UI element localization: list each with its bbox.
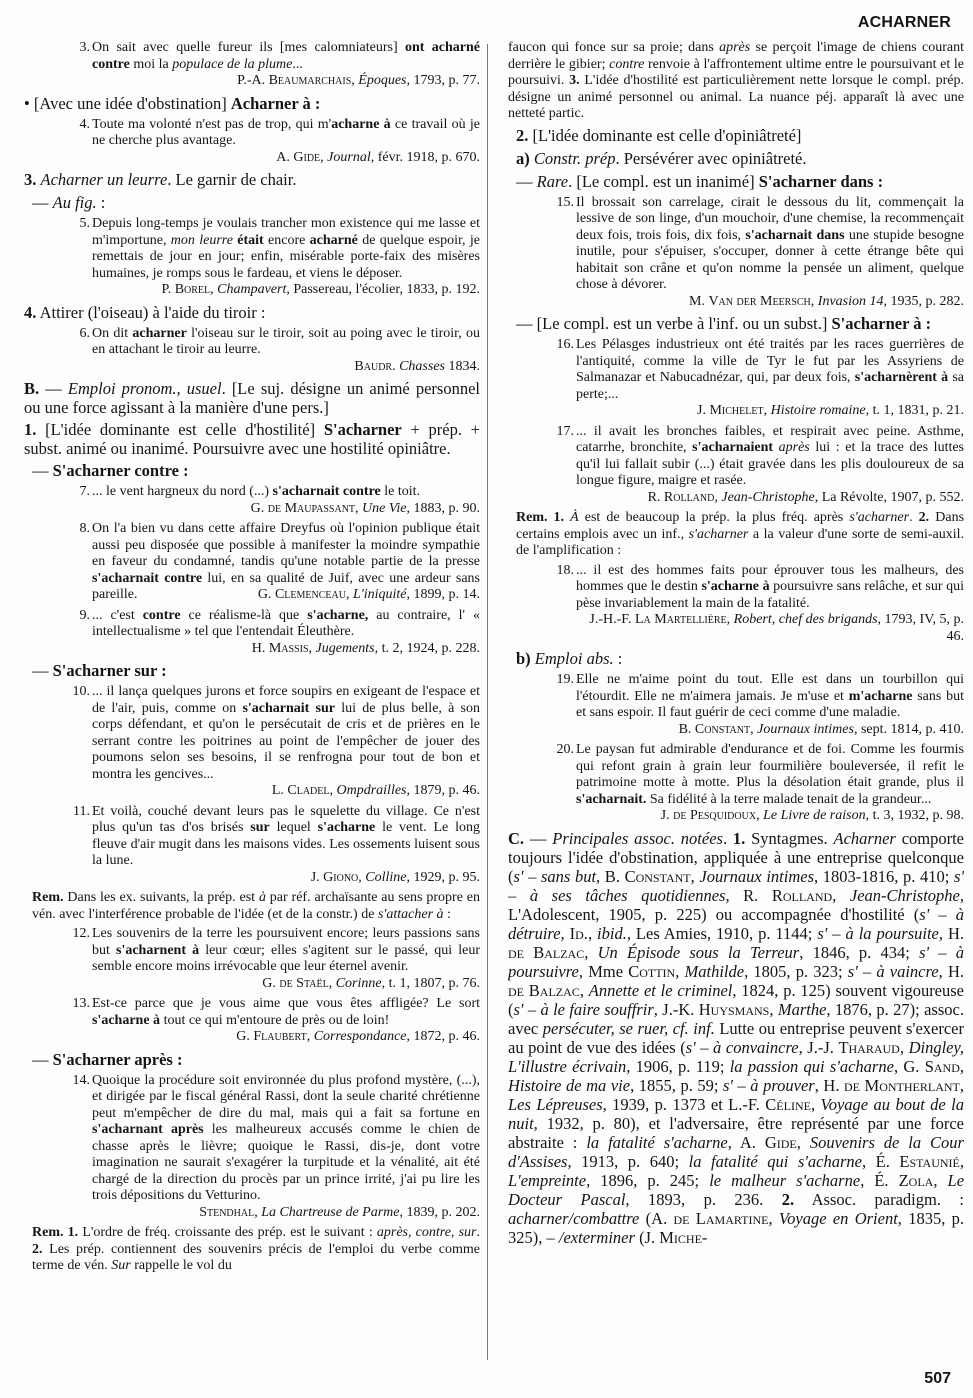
- example-text: On l'a bien vu dans cette affaire Dreyfus où l'opinion publique était aussi peu disposée que possible à manifester la moindre sympathie en faveur du condamné, tandis qu'une notable partie de la presse s'acharnait contre lui, en sa qualité de Juif, avec une ardeur sans pareille.: [92, 521, 480, 602]
- example-citation: [508, 742, 964, 825]
- example-number: 20.: [556, 742, 574, 757]
- example-source: A. Gide, Journal, févr. 1918, p. 670.: [276, 149, 480, 165]
- section-heading: — S'acharner contre :: [32, 461, 189, 480]
- example-text: On sait avec quelle fureur ils [mes calomniateurs] ont acharné contre moi la populace de la plume...: [92, 40, 480, 72]
- remark: Rem. Dans les ex. suivants, la prép. est à par réf. archaïsante au sens propre en vén. avec l'interférence probable de l'idée (et de la constr.) de s'attacher à :: [32, 890, 480, 922]
- example-number: 5.: [79, 216, 90, 231]
- example-source: J. Giono, Colline, 1929, p. 95.: [310, 869, 480, 885]
- section-heading: • [Avec une idée d'obstination] Acharner à :: [24, 93, 321, 113]
- example-number: 8.: [79, 521, 90, 536]
- example-text: ... il avait les bronches faibles, et respirait avec peine. Asthme, catarrhe, bronchite, s'acharnaient après lui : et la trace des luttes qu'il lui fallait subir (...) était gravée dans les plis douloureux de sa longue figure, maigre et rasée.: [576, 423, 964, 488]
- example-text: Et voilà, couché devant leurs pas le squelette du village. Ce n'est plus qu'un tas d'os brisés sur lequel s'acharne le vent. Le long fleuve d'air mugit dans les maisons vides. Les ossements luisent sous la lune.: [92, 803, 480, 868]
- definition-paragraph: 1. [L'idée dominante est celle d'hostilité] S'acharner + prép. + subst. animé ou inanimé. Poursuivre avec une hostilité opiniâtre.: [24, 420, 480, 458]
- example-source: L. Cladel, Ompdrailles, 1879, p. 46.: [271, 783, 480, 798]
- example-text: Toute ma volonté n'est pas de trop, qui m'acharne à ce travail où je ne cherche plus avantage.: [92, 116, 480, 148]
- example-text: Elle ne m'aime point du tout. Elle est dans un tourbillon qui l'étourdit. Elle ne m'aimera jamais. Je m'use et m'acharne sans but et sans espoir. Il faut guérir de ceci comme d'une maladie.: [576, 672, 964, 720]
- example-source: H. Massis, Jugements, t. 2, 1924, p. 228.: [251, 640, 480, 656]
- example-citation: [24, 326, 480, 376]
- example-number: 3.: [79, 40, 90, 55]
- example-number: 19.: [556, 672, 574, 687]
- page-number: 507: [924, 1370, 951, 1387]
- example-source: Baudr. Chasses 1834.: [354, 358, 480, 374]
- definition-paragraph: C. — Principales assoc. notées. 1. Syntagmes. Acharner comporte toujours l'idée d'obstination, appliquée à une entreprise quelconque (s' – sans but, B. Constant, Journaux intimes, 1803-1816, p. 410; s' – à ses tâches quotidiennes, R. Rolland, Jean-Christophe, L'Adolescent, 1905, p. 225) ou accompagnée d'hostilité (s' – à détruire, Id., ibid., Les Amies, 1910, p. 1144; s' – à la poursuite, H. de Balzac, Un Épisode sous la Terreur, 1846, p. 434; s' – à poursuivre, Mme Cottin, Mathilde, 1805, p. 323; s' – à vaincre, H. de Balzac, Annette et le criminel, 1824, p. 125) souvent vigoureuse (s' – à le faire souffrir, J.-K. Huysmans, Marthe, 1876, p. 27); assoc. avec persécuter, se ruer, cf. inf. Lutte ou entreprise peuvent s'exercer au point de vue des idées (s' – à convaincre, J.-J. Tharaud, Dingley, L'illustre écrivain, 1906, p. 119; la passion qui s'acharne, G. Sand, Histoire de ma vie, 1855, p. 59; s' – à prouver, H. de Montherlant, Les Lépreuses, 1939, p. 1373 et L.-F. Céline, Voyage au bout de la nuit, 1932, p. 80), et l'adversaire, être représenté par une force abstraite : la fatalité s'acharne, A. Gide, Souvenirs de la Cour d'Assises, 1913, p. 640; la fatalité qui s'acharne, É. Estaunié, L'empreinte, 1896, p. 245; le malheur s'acharne, É. Zola, Le Docteur Pascal, 1893, p. 236. 2. Assoc. paradigm. : acharner/combattre (A. de Lamartine, Voyage en Orient, 1835, p. 325), – /exterminer (J. Miche-: [508, 828, 964, 1247]
- example-number: 9.: [79, 607, 90, 623]
- section-heading: 2. [L'idée dominante est celle d'opiniâtreté]: [516, 125, 802, 145]
- example-citation: [24, 216, 480, 299]
- example-citation: [24, 1073, 480, 1222]
- example-source: R. Rolland, Jean-Christophe, La Révolte, 1907, p. 552.: [647, 489, 964, 505]
- section-heading: a) Constr. prép. Persévérer avec opiniâtreté.: [516, 148, 807, 168]
- example-source: J. Michelet, Histoire romaine, t. 1, 1831, p. 21.: [697, 403, 964, 418]
- example-citation: [24, 117, 480, 167]
- remark: Rem. 1. L'ordre de fréq. croissante des prép. est le suivant : après, contre, sur. 2. Les prép. contiennent des souvenirs précis de l'emploi du verbe comme terme de vén. Sur rappelle le vol du: [32, 1225, 480, 1273]
- example-text: ... c'est contre ce réalisme-là que s'acharne, au contraire, l' « intellectualisme » tel que l'entendait Éleuthère.: [92, 607, 480, 639]
- right-column: [508, 40, 964, 1360]
- example-citation: [24, 40, 480, 90]
- example-citation: [24, 996, 480, 1046]
- left-column: [24, 40, 480, 1360]
- example-source: P.-A. Beaumarchais, Époques, 1793, p. 77.: [237, 73, 480, 88]
- column-divider: [487, 44, 488, 1360]
- example-text: ... il est des hommes faits pour éprouver tous les malheurs, des hommes que le destin s'acharne à poursuivre sans relâche, et sur qui pèse invariablement la main de la fatalité.: [576, 562, 964, 611]
- example-number: 12.: [72, 926, 90, 941]
- section-heading: b) Emploi abs. :: [516, 649, 623, 668]
- example-number: 11.: [73, 803, 90, 819]
- example-number: 16.: [556, 337, 574, 352]
- example-number: 13.: [72, 996, 90, 1011]
- example-source: B. Constant, Journaux intimes, sept. 1814, p. 410.: [678, 721, 964, 737]
- example-source: M. Van der Meersch, Invasion 14, 1935, p. 282.: [688, 293, 964, 309]
- section-heading: 3. Acharner un leurre. Le garnir de chair.: [24, 170, 297, 189]
- example-text: Il brossait son carrelage, cirait le dessous du lit, commençait la lessive de son linge, d'un mouchoir, d'une chemise, la recommençait deux fois, trois fois, dix fois, s'acharnait dans une stupide besogne inutile, pour s'épuiser, s'occuper, donner à cette étrange bête qui habitait son crâne et qu'on nomme la pensée un aliment, quelque chose à dévorer.: [576, 194, 964, 292]
- example-text: ... le vent hargneux du nord (...) s'acharnait contre le toit.: [92, 484, 421, 499]
- section-heading: — S'acharner sur :: [32, 661, 167, 680]
- example-source: G. Flaubert, Correspondance, 1872, p. 46.: [236, 1029, 480, 1044]
- example-text: Est-ce parce que je vous aime que vous êtes affligée? Le sort s'acharne à tout ce qui m'entoure de près ou de loin!: [92, 996, 480, 1028]
- example-text: Depuis long-temps je voulais trancher mon existence qui me lasse et m'importune, mon leurre était encore acharné de quelque espoir, je remettais de jour en jour; enfin, misérable porte-faix des misères humaines, je romps sous le fardeau, et viens le déposer.: [92, 216, 480, 281]
- example-source: Stendhal, La Chartreuse de Parme, 1839, p. 202.: [199, 1204, 480, 1220]
- example-source: J. de Pesquidoux, Le Livre de raison, t. 3, 1932, p. 98.: [660, 808, 964, 823]
- example-text: Les souvenirs de la terre les poursuivent encore; leurs passions sans but s'acharnent à leur cœur; elles s'agitent sur le passé, qui leur semble encore moins irrévocable que leur éternel avenir.: [92, 926, 480, 974]
- example-source: G. de Staël, Corinne, t. 1, 1807, p. 76.: [262, 975, 480, 991]
- section-heading: — Au fig. :: [32, 193, 106, 212]
- example-source: G. de Maupassant, Une Vie, 1883, p. 90.: [250, 500, 480, 516]
- example-citation: [24, 684, 480, 800]
- example-number: 6.: [79, 325, 90, 341]
- section-heading: — S'acharner après :: [32, 1049, 183, 1069]
- example-number: 10.: [72, 684, 90, 699]
- example-number: 15.: [556, 194, 574, 210]
- remark: Rem. 1. À est de beaucoup la prép. la plus fréq. après s'acharner. 2. Dans certains emplois avec un inf., s'acharner a la valeur d'une sorte de semi-auxil. de l'amplification :: [516, 510, 964, 558]
- example-citation: [24, 521, 480, 604]
- example-source: P. Borel, Champavert, Passereau, l'écolier, 1833, p. 192.: [161, 282, 480, 297]
- example-text: ... il lança quelques jurons et force soupirs en exigeant de l'espace et de l'air, puis, comme on s'acharnait sur lui de plus belle, à son corps défendant, et qu'on le persécutait de cris et de prières en le serrant contre les poitrines au point de l'empêcher de jouer des poumons selon ses besoins, il se renfrogna pour tout de bon et montra les gencives...: [92, 684, 480, 782]
- example-citation: [24, 804, 480, 887]
- example-source: J.-H.-F. La Martellière, Robert, chef des brigands, 1793, IV, 5, p. 46.: [589, 612, 964, 644]
- example-text: Le paysan fut admirable d'endurance et de foi. Comme les fourmis qui refont grain à grain leur fourmilière bouleversée, il refit le patrimoine motte à motte. Plus la désolation était grande, plus il s'acharnait. Sa fidélité à la terre malade tenait de la grandeur...: [576, 742, 964, 807]
- example-number: 14.: [72, 1072, 90, 1088]
- section-heading: — Rare. [Le compl. est un inanimé] S'acharner dans :: [516, 171, 884, 191]
- example-citation: [508, 563, 964, 646]
- entry-headword: ACHARNER: [857, 14, 951, 31]
- example-citation: [508, 195, 964, 311]
- example-number: 17.: [556, 423, 574, 439]
- example-text: Quoique la procédure soit environnée du plus profond mystère, (...), et dirigée par le fiscal général Rassi, dont la seule charité chrétienne peut m'empêcher de dire du mal, mais qui a fait sa fortune en s'acharnant après les malheureux accusés comme le chien de chasse après le lièvre; quoique le Rassi, dis-je, dont votre imagination ne saurait s'exagérer la turpitude et la vénalité, ait été chargé de la direction du procès par un prince irrité, j'ai pu lire les trois dépositions du Vetturino.: [92, 1072, 480, 1203]
- example-text: On dit acharner l'oiseau sur le tiroir, soit au poing avec le tiroir, ou en attachant le tiroir au leurre.: [92, 325, 480, 357]
- example-number: 7.: [79, 484, 90, 499]
- example-citation: [508, 337, 964, 420]
- continuation-paragraph: faucon qui fonce sur sa proie; dans après se perçoit l'image de chiens courant derrière le gibier; contre renvoie à l'affrontement ultime entre le poursuivant et le poursuivi. 3. L'idée d'hostilité est particulièrement nette lorsque le compl. prép. désigne un animé personnel ou animal. La nuance péj. apparaît là avec une netteté partic.: [508, 40, 964, 121]
- section-heading: 4. Attirer (l'oiseau) à l'aide du tiroir :: [24, 302, 266, 322]
- example-citation: [24, 926, 480, 992]
- example-source: G. Clemenceau, L'iniquité, 1899, p. 14.: [257, 587, 480, 602]
- example-citation: [24, 608, 480, 658]
- example-citation: [24, 484, 480, 517]
- example-number: 18.: [556, 562, 574, 578]
- example-number: 4.: [79, 116, 90, 132]
- example-citation: [508, 424, 964, 507]
- example-citation: [508, 672, 964, 738]
- definition-paragraph: B. — Emploi pronom., usuel. [Le suj. désigne un animé personnel ou une force agissant à la manière d'une pers.]: [24, 379, 480, 417]
- section-heading: — [Le compl. est un verbe à l'inf. ou un subst.] S'acharner à :: [516, 314, 932, 333]
- example-text: Les Pélasges industrieux ont été traités par les races guerrières de l'antiquité, comme la ville de Tyr le fut par les Assyriens de Salmanazar et Nabucadnézar, qui, par deux fois, s'acharnèrent à sa perte;...: [576, 337, 964, 402]
